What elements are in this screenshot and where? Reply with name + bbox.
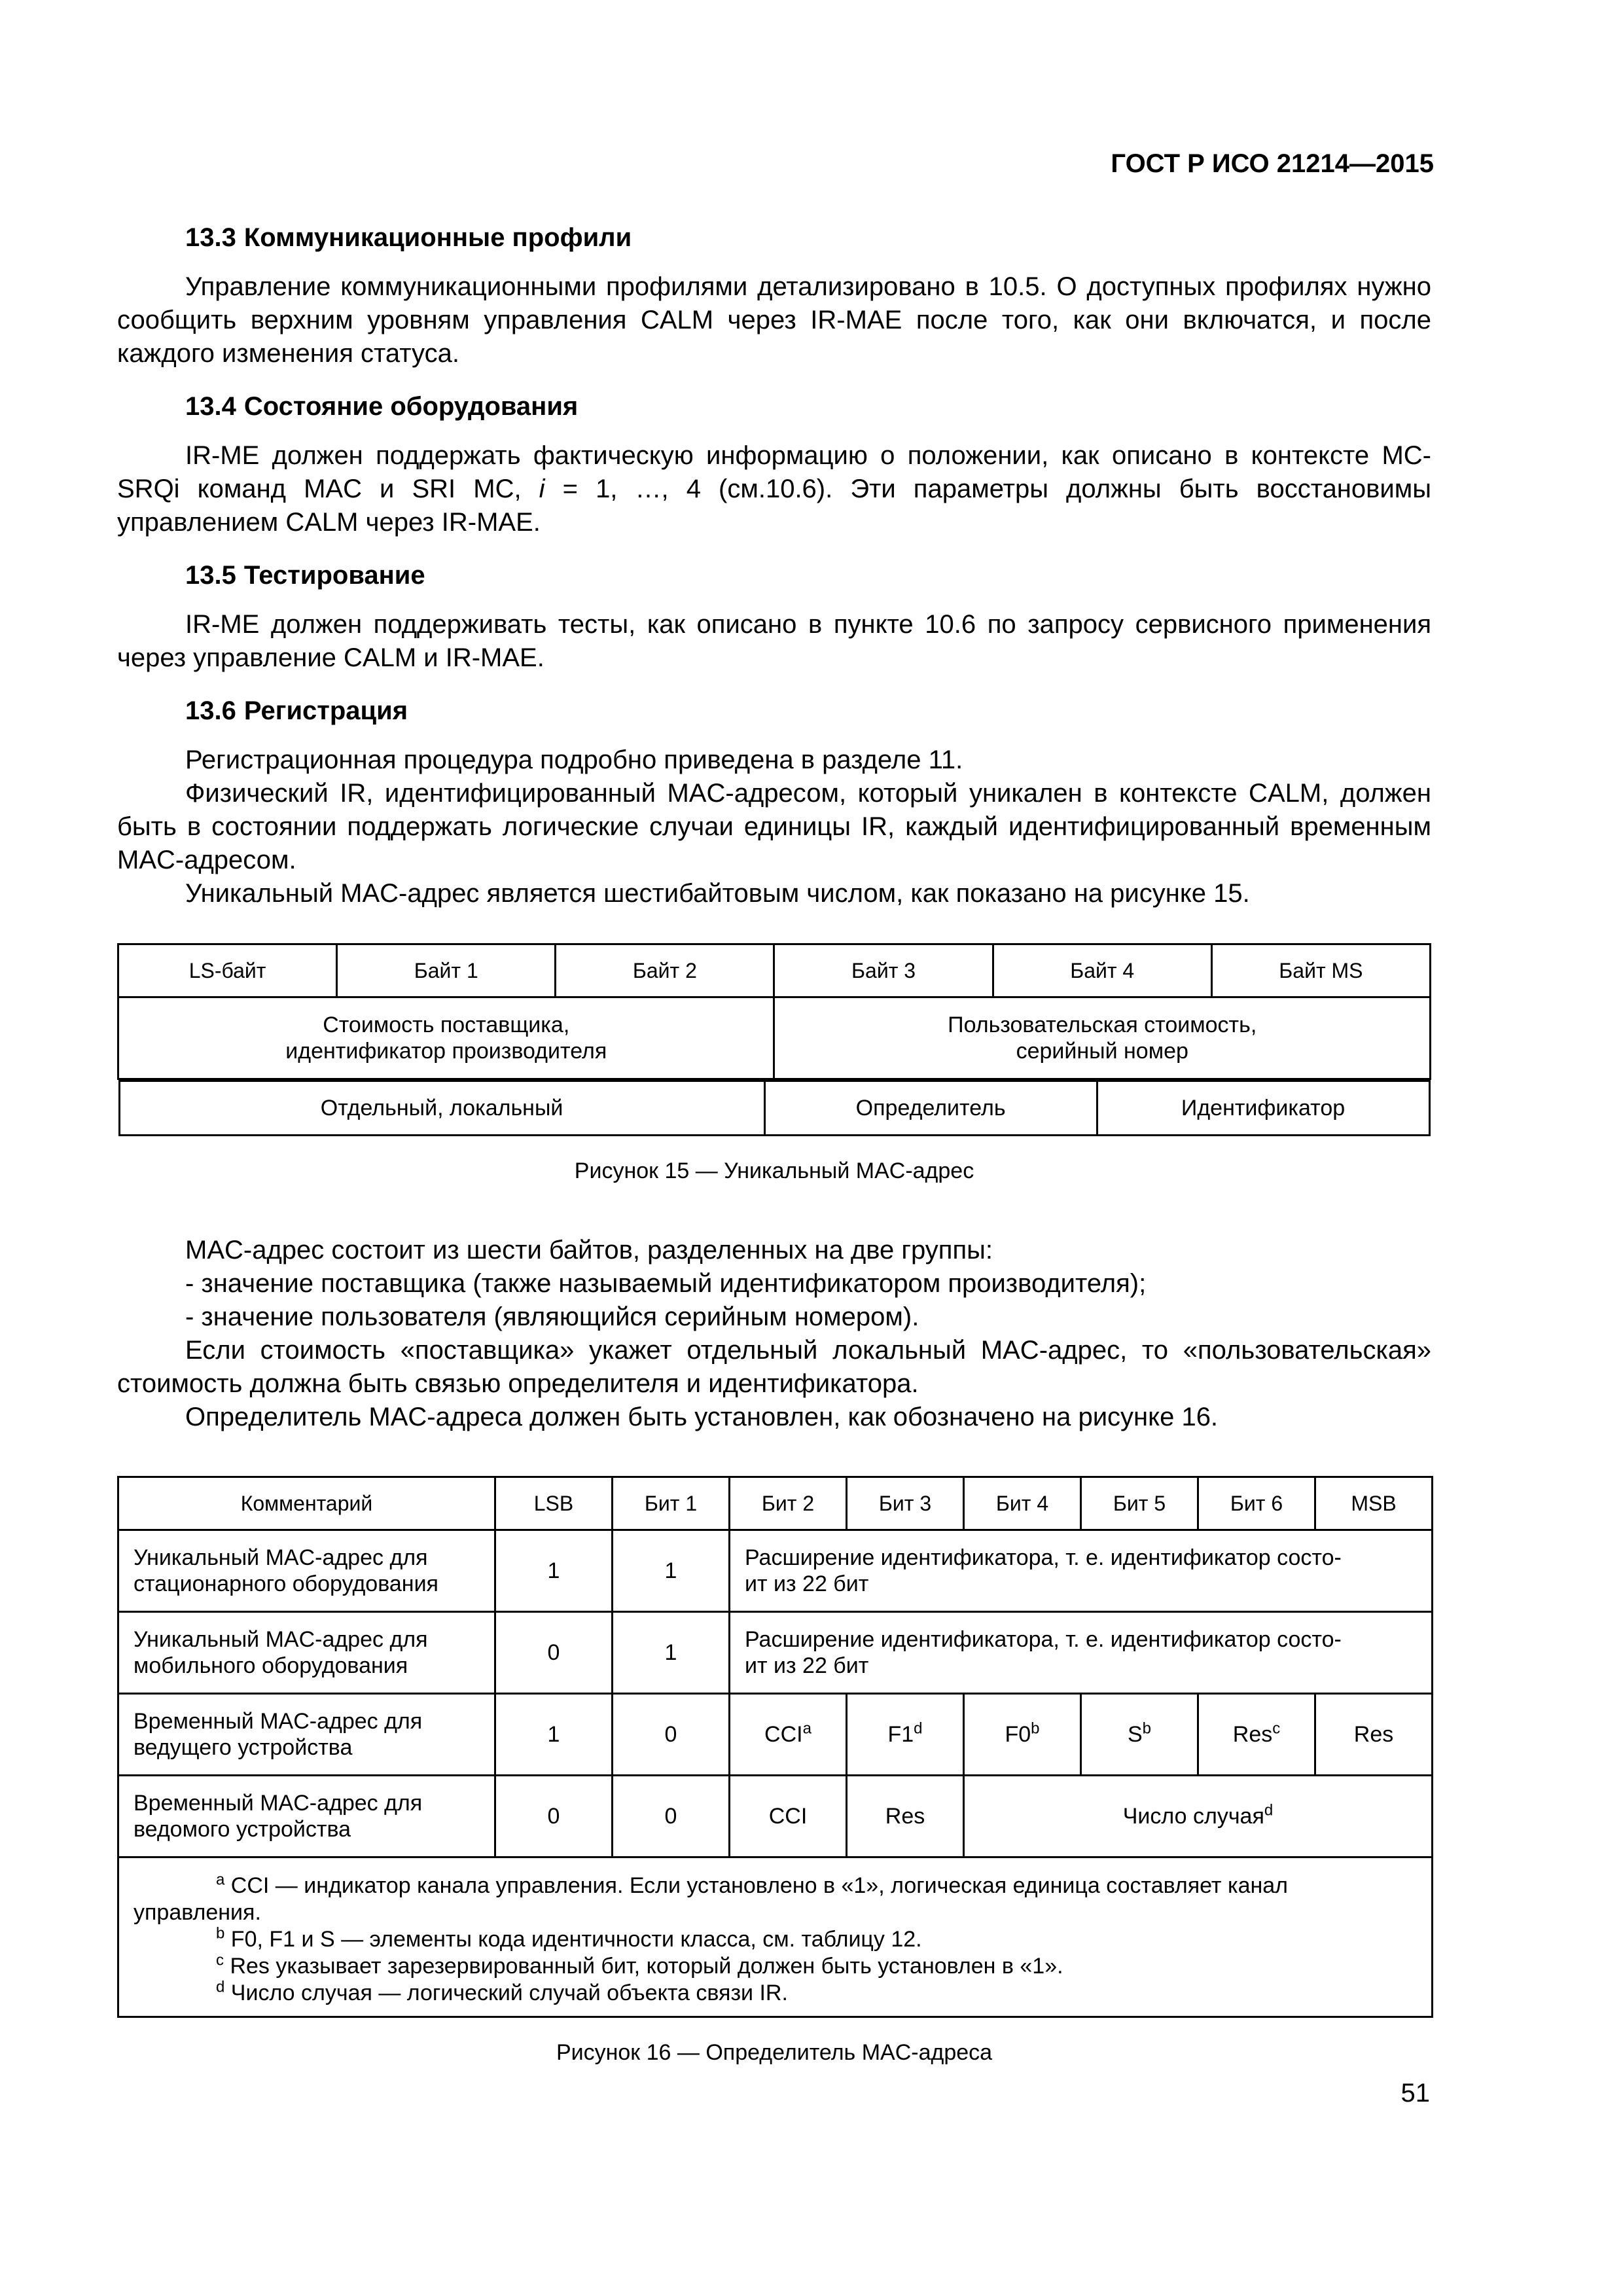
comment-cell	[118, 1694, 495, 1776]
cell-value: F1	[887, 1722, 914, 1747]
footnote	[134, 1953, 1417, 1980]
footnote-text: Res указывает зарезервированный бит, который должен быть установлен в «1».	[224, 1954, 1063, 1979]
lsb-cell: 0	[495, 1776, 613, 1857]
footnote-marker: b	[1031, 1719, 1040, 1738]
cell-line: Расширение идентификатора, т. е. идентификатор состо-	[745, 1545, 1342, 1570]
bullet-item: - значение пользователя (являющийся серийным номером).	[185, 1302, 919, 1331]
footnote-marker: d	[1264, 1801, 1274, 1820]
lsb-cell: 0	[495, 1612, 613, 1694]
section-number: 13.4	[185, 392, 236, 421]
figure-15-subrow	[118, 1080, 1431, 1136]
section-title: Регистрация	[243, 696, 408, 725]
bit3-cell	[847, 1694, 964, 1776]
table-header-cell: LSB	[495, 1477, 613, 1530]
footnote-marker: c	[216, 1951, 224, 1969]
page-content	[117, 221, 1431, 2070]
bit2-cell	[730, 1694, 847, 1776]
footnote-text: CCI — индикатор канала управления. Если установлено в «1», логическая единица составляет канал управления.	[134, 1873, 1289, 1925]
footnote-marker: d	[914, 1719, 923, 1738]
table-header-cell: Бит 6	[1198, 1477, 1315, 1530]
table-row	[118, 1776, 1433, 1857]
footnote-text: Число случая — логический случай объекта связи IR.	[224, 1981, 788, 2005]
cell-line: Уникальный MAC-адрес для	[134, 1545, 428, 1570]
text-run: IR-ME должен поддержать фактическую информацию о положении, как описано в контексте MC-SRQi команд MAC и SRI MC,	[117, 441, 1431, 503]
footnote-marker: a	[216, 1871, 225, 1889]
section-number: 13.5	[185, 561, 236, 590]
cell-line: Стоимость поставщика,	[323, 1013, 570, 1037]
row-wrapper	[118, 1079, 1431, 1137]
page-number: 51	[1400, 2079, 1430, 2108]
cell-line: стационарного оборудования	[134, 1571, 438, 1596]
cell-line: Временный MAC-адрес для	[134, 1791, 423, 1816]
bit4-cell	[964, 1694, 1081, 1776]
section-title: Коммуникационные профили	[243, 223, 632, 252]
paragraph: IR-ME должен поддерживать тесты, как описано в пункте 10.6 по запросу сервисного применения через управление CALM и IR-MAE.	[117, 610, 1431, 672]
cell-line: идентификатор производителя	[285, 1039, 607, 1064]
section-title: Тестирование	[243, 561, 425, 590]
table-header-cell: Бит 4	[964, 1477, 1081, 1530]
table-header-cell: Бит 5	[1081, 1477, 1198, 1530]
figure-15-table	[117, 943, 1431, 1136]
text-run: = 1, …, 4 (см.10.6). Эти параметры должны быть восстановимы управлением CALM через IR-MAE.	[117, 475, 1431, 537]
section-13-4-heading	[185, 390, 1431, 423]
instance-number-cell	[964, 1776, 1433, 1857]
cell-line: серийный номер	[1016, 1039, 1188, 1064]
section-13-5-heading	[185, 559, 1431, 592]
table-row	[118, 1694, 1433, 1776]
identifier-cell: Идентификатор	[1097, 1081, 1429, 1136]
standard-header: ГОСТ Р ИСО 21214—2015	[1111, 149, 1434, 178]
cell-line: Расширение идентификатора, т. е. идентификатор состо-	[745, 1627, 1342, 1652]
table-header-cell: Байт 1	[337, 944, 556, 997]
table-header-cell: Бит 2	[730, 1477, 847, 1530]
figure-16-caption: Рисунок 16 — Определитель MAC-адреса	[556, 2040, 993, 2065]
footnote-marker: c	[1272, 1719, 1281, 1738]
comment-cell	[118, 1530, 495, 1612]
figure-16-table	[117, 1476, 1433, 2018]
cell-value: F0	[1005, 1722, 1031, 1747]
table-header-cell: Байт 2	[556, 944, 774, 997]
paragraph: Уникальный MAC-адрес является шестибайтовым числом, как показано на рисунке 15.	[185, 879, 1250, 908]
bit2-cell: CCI	[730, 1776, 847, 1857]
paragraph: Физический IR, идентифицированный MAC-адресом, который уникален в контексте CALM, должен быть в состоянии поддержать логические случаи единицы IR, каждый идентифицированный временным MAC-адресом.	[117, 779, 1431, 874]
paragraph: Управление коммуникационными профилями детализировано в 10.5. О доступных профилях нужно сообщить верхним уровням управления CALM через IR-MAE после того, как они включатся, и после каждого изменения статуса.	[117, 272, 1431, 368]
paragraph: Регистрационная процедура подробно приведена в разделе 11.	[185, 745, 963, 774]
extension-cell	[730, 1612, 1433, 1694]
footnote-marker: b	[216, 1924, 225, 1943]
footnote-marker: d	[216, 1978, 225, 1996]
footnote	[134, 1873, 1417, 1926]
bit1-cell: 1	[613, 1612, 730, 1694]
footnotes-cell	[118, 1857, 1433, 2017]
cell-line: ведущего устройства	[134, 1735, 353, 1760]
table-header-cell: Бит 3	[847, 1477, 964, 1530]
section-title: Состояние оборудования	[243, 392, 579, 421]
bit3-cell: Res	[847, 1776, 964, 1857]
cell-value: S	[1127, 1722, 1143, 1747]
cell-value: CCI	[764, 1722, 803, 1747]
cell-line: ит из 22 бит	[745, 1653, 869, 1678]
section-13-3-heading	[185, 221, 1431, 255]
table-header-cell: Байт 3	[774, 944, 993, 997]
lsb-cell: 1	[495, 1694, 613, 1776]
footnote-marker: b	[1142, 1719, 1152, 1738]
cell-line: Пользовательская стоимость,	[948, 1013, 1257, 1037]
footnote-marker: a	[802, 1719, 812, 1738]
bit1-cell: 0	[613, 1694, 730, 1776]
table-header-cell: MSB	[1315, 1477, 1433, 1530]
msb-cell: Res	[1315, 1694, 1433, 1776]
paragraph: Если стоимость «поставщика» укажет отдельный локальный MAC-адрес, то «пользовательская» стоимость должна быть связью определителя и идентификатора.	[117, 1336, 1431, 1398]
table-header-cell: Байт 4	[993, 944, 1211, 997]
cell-value: Res	[1232, 1722, 1273, 1747]
bit1-cell: 0	[613, 1776, 730, 1857]
cell-line: ведомого устройства	[134, 1817, 351, 1842]
cell-value: Число случая	[1122, 1804, 1264, 1829]
footnote-text: F0, F1 и S — элементы кода идентичности класса, см. таблицу 12.	[224, 1927, 922, 1952]
cell-line: Временный MAC-адрес для	[134, 1709, 423, 1734]
comment-cell	[118, 1776, 495, 1857]
cell-line: ит из 22 бит	[745, 1571, 869, 1596]
section-number: 13.3	[185, 223, 236, 252]
user-value-cell	[774, 997, 1431, 1079]
comment-cell	[118, 1612, 495, 1694]
bit1-cell: 1	[613, 1530, 730, 1612]
vendor-value-cell	[118, 997, 774, 1079]
paragraph: Определитель MAC-адреса должен быть установлен, как обозначено на рисунке 16.	[185, 1403, 1219, 1431]
bit6-cell	[1198, 1694, 1315, 1776]
table-row	[118, 1530, 1433, 1612]
paragraph: MAC-адрес состоит из шести байтов, разделенных на две группы:	[185, 1236, 993, 1265]
section-number: 13.6	[185, 696, 236, 725]
cell-line: мобильного оборудования	[134, 1653, 408, 1678]
cell-line: Уникальный MAC-адрес для	[134, 1627, 428, 1652]
table-header-cell: Бит 1	[613, 1477, 730, 1530]
table-header-cell: Комментарий	[118, 1477, 495, 1530]
footnote	[134, 1980, 1417, 2007]
separate-local-cell: Отдельный, локальный	[119, 1081, 764, 1136]
extension-cell	[730, 1530, 1433, 1612]
bullet-item: - значение поставщика (также называемый идентификатором производителя);	[185, 1269, 1147, 1298]
table-row	[118, 1612, 1433, 1694]
paragraph	[117, 439, 1431, 539]
table-header-cell: LS-байт	[118, 944, 337, 997]
qualifier-cell: Определитель	[764, 1081, 1097, 1136]
italic-variable: i	[539, 475, 545, 503]
bit5-cell	[1081, 1694, 1198, 1776]
figure-15-caption: Рисунок 15 — Уникальный MAC-адрес	[574, 1158, 974, 1183]
lsb-cell: 1	[495, 1530, 613, 1612]
table-header-cell: Байт MS	[1211, 944, 1430, 997]
footnote	[134, 1926, 1417, 1953]
section-13-6-heading	[185, 694, 1431, 728]
